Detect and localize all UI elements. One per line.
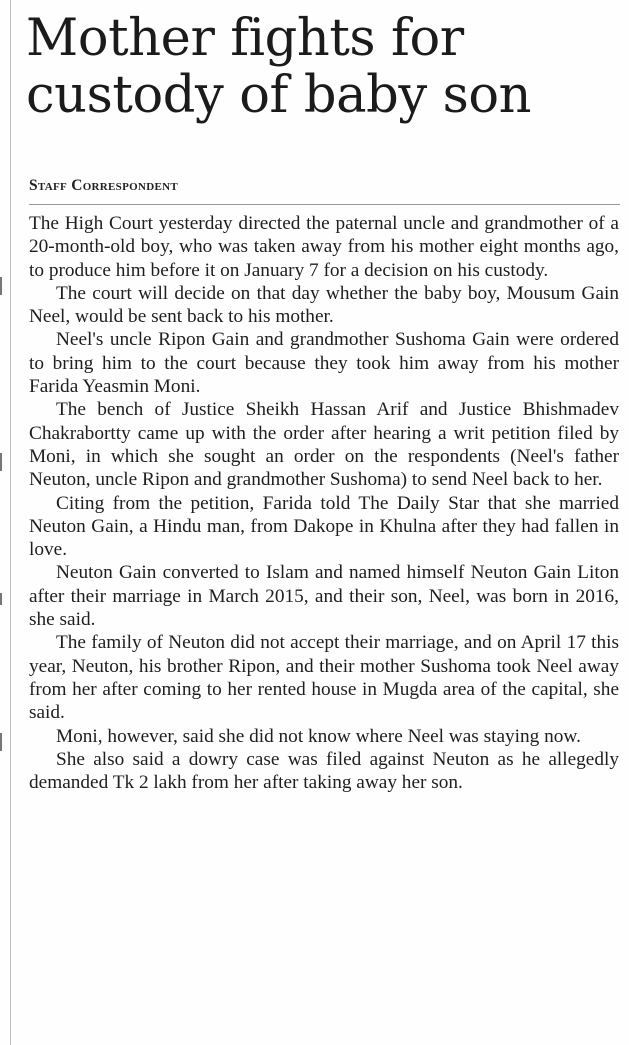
adjacent-column-text-edge bbox=[0, 277, 7, 295]
article-body bbox=[29, 212, 619, 794]
article-paragraph: Neuton Gain converted to Islam and named himself Neuton Gain Liton after their marriage in March 2015, and their son, Neel, was born in 2016, she said. bbox=[29, 562, 619, 631]
byline-divider bbox=[29, 204, 620, 205]
adjacent-column-text-edge bbox=[0, 593, 7, 605]
column-rule bbox=[10, 0, 11, 1045]
article-paragraph: The bench of Justice Sheikh Hassan Arif and Justice Bhishmadev Chakrabortty came up with the order after hearing a writ petition filed by Moni, in which she sought an order on the respondents (Neel's father Neuton, uncle Ripon and grandmother Sushoma) to send Neel back to her. bbox=[29, 399, 619, 491]
article-paragraph: The High Court yesterday directed the paternal uncle and grandmother of a 20-month-old boy, who was taken away from his mother eight months ago, to produce him before it on January 7 for a decision on his custody. bbox=[29, 213, 619, 281]
headline: Mother fights for custody of baby son bbox=[26, 9, 532, 125]
adjacent-column-text-edge bbox=[0, 733, 7, 751]
article-paragraph: She also said a dowry case was filed against Neuton as he allegedly demanded Tk 2 lakh from her after taking away her son. bbox=[29, 748, 619, 794]
article-paragraph: The family of Neuton did not accept their marriage, and on April 17 this year, Neuton, his brother Ripon, and their mother Sushoma took Neel away from her after coming to her rented house in Mugda area of the capital, she said. bbox=[29, 632, 619, 724]
article-paragraph: Moni, however, said she did not know where Neel was staying now. bbox=[56, 725, 581, 747]
article-paragraph: Citing from the petition, Farida told The Daily Star that she married Neuton Gain, a Hindu man, from Dakope in Khulna after they had fallen in love. bbox=[29, 492, 619, 561]
adjacent-column-text-edge bbox=[0, 453, 7, 471]
byline: Staff Correspondent bbox=[29, 177, 178, 194]
article-paragraph: Neel's uncle Ripon Gain and grandmother Sushoma Gain were ordered to bring him to the court because they took him away from his mother Farida Yeasmin Moni. bbox=[29, 329, 619, 398]
article-paragraph: The court will decide on that day whether the baby boy, Mousum Gain Neel, would be sent back to his mother. bbox=[29, 282, 619, 328]
